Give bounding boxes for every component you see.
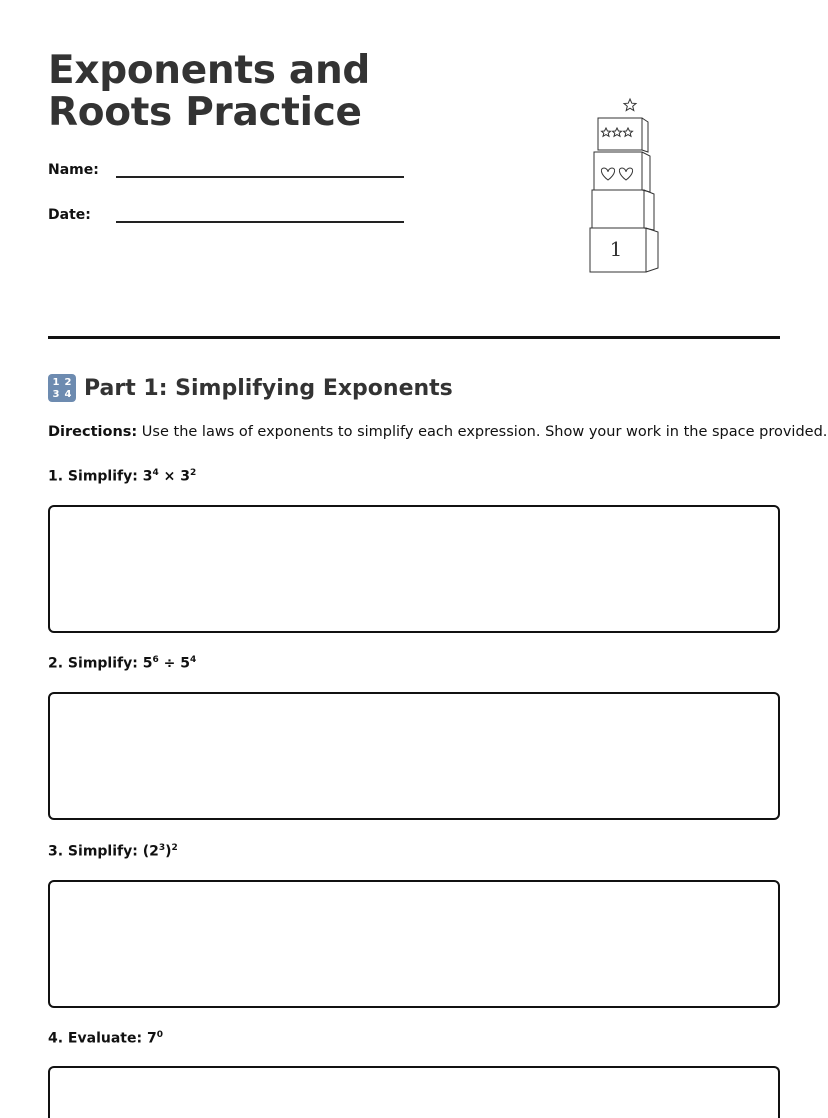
name-line[interactable]	[116, 160, 404, 178]
header-divider	[48, 336, 780, 339]
stacked-boxes-illustration	[586, 94, 676, 276]
worksheet-title: Exponents and Roots Practice	[48, 48, 371, 135]
date-field[interactable]	[48, 205, 404, 223]
question-1: 1. Simplify: $3^4 \times 3^2$	[48, 468, 197, 485]
question-2: 2. Simplify: $5^6 \div 5^4$	[48, 655, 197, 672]
worksheet-page	[48, 0, 828, 1118]
star-icon	[624, 99, 636, 111]
numbers-icon: 1 2 3 4	[48, 374, 76, 402]
illustration-number: 1	[609, 237, 623, 261]
part1-directions	[48, 424, 827, 440]
part1-header	[48, 374, 453, 402]
answer-box-2[interactable]	[48, 692, 780, 820]
name-label: Name:	[48, 162, 99, 178]
answer-box-1[interactable]	[48, 505, 780, 633]
answer-box-3[interactable]	[48, 880, 780, 1008]
heart-icon	[619, 168, 632, 180]
question-3: 3. Simplify: $(2^3)^2$	[48, 843, 178, 860]
name-field[interactable]	[48, 160, 404, 178]
directions-label: Directions:	[48, 424, 138, 440]
heart-icon	[601, 168, 614, 180]
answer-box-4[interactable]	[48, 1066, 780, 1118]
part1-title: Part 1: Simplifying Exponents	[84, 375, 453, 401]
question-4: 4. Evaluate: $7^0$	[48, 1030, 163, 1047]
directions-text: Use the laws of exponents to simplify each expression. Show your work in the space provided.	[137, 424, 828, 440]
date-label: Date:	[48, 207, 91, 223]
date-line[interactable]	[116, 205, 404, 223]
